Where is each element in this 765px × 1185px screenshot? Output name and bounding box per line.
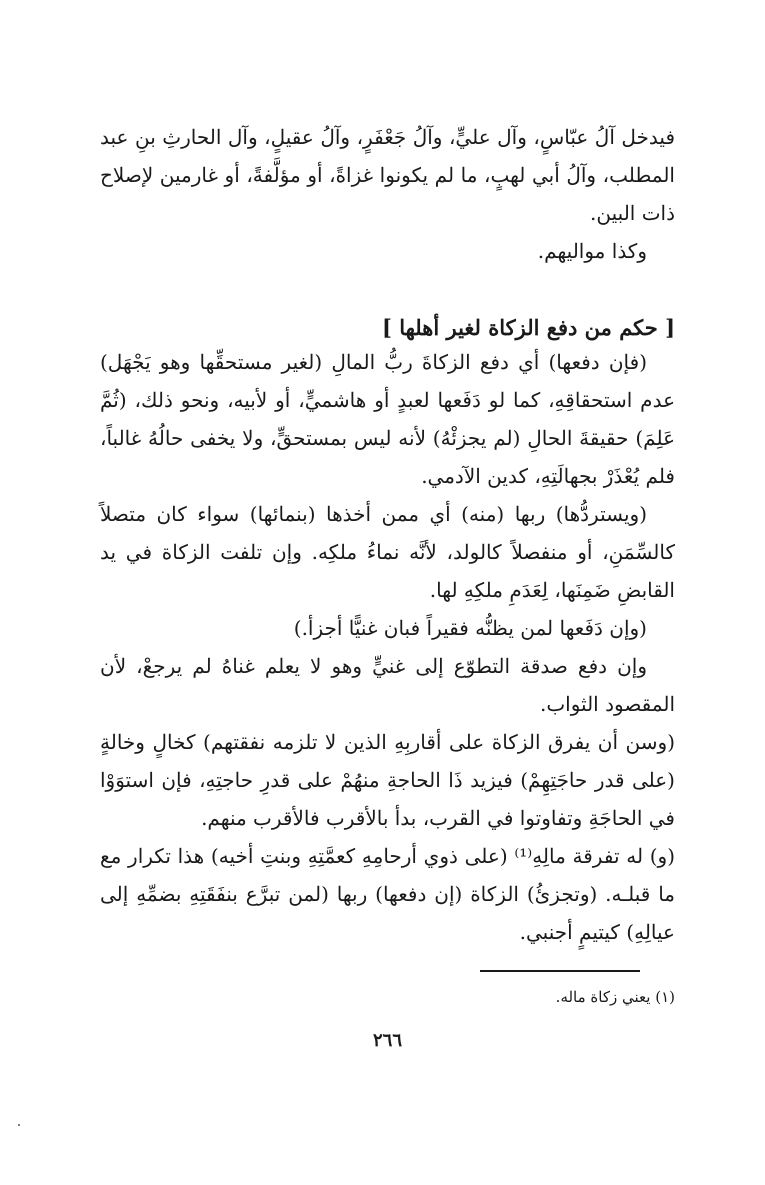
scan-speck: [18, 1124, 20, 1126]
page-number: ٢٦٦: [372, 1030, 402, 1051]
section-heading: [ حكم من دفع الزكاة لغير أهلها ]: [381, 315, 675, 340]
paragraph: (ويستردُّها) ربها (منه) أي ممن أخذها (بنمائها) سواء كان متصلاً كالسِّمَنِ، أو منفصلاً كالولد، لأنَّه نماءُ ملكِه. وإن تلفت الزكاة في يد القابضِ ضَمِنَها، لِعَدَمِ ملكِهِ لها.: [100, 502, 675, 602]
paragraph: (وإن دَفَعها لمن يظنُّه فقيراً فبان غنيًّا أجزأ.): [293, 616, 647, 640]
paragraph: (وسن أن يفرق الزكاة على أقاربِهِ الذين لا تلزمه نفقتهم) كخالٍ وخالةٍ (على قدر حاجَتِهِمْ) فيزيد ذَا الحاجةِ منهُمْ على قدرِ حاجتِهِ، فإن استوَوْا في الحاجَةِ وتفاوتوا في القرب، بدأ بالأقرب فالأقرب منهم.: [100, 730, 675, 830]
document-page: [100, 0, 675, 1185]
main-text: [100, 343, 675, 951]
paragraph: وإن دفع صدقة التطوّع إلى غنيٍّ وهو لا يعلم غناهُ لم يرجعْ، لأن المقصود الثواب.: [100, 654, 675, 716]
paragraph: (فإن دفعها) أي دفع الزكاةَ ربُّ المالِ (لغير مستحقِّها وهو يَجْهَل) عدم استحقاقِهِ، كما لو دَفَعها لعبدٍ أو هاشميٍّ، أو لأبيه، ونحو ذلك، (ثُمَّ عَلِمَ) حقيقةَ الحالِ (لم يجزئْهُ) لأنه ليس بمستحقٍّ، ولا يخفى حالُهُ غالباً، فلم يُعْذَرْ بجهالَتِهِ، كدين الآدمي.: [100, 350, 675, 488]
paragraph: (و) له تفرقة مالِهِ⁽¹⁾ (على ذوي أرحامِهِ كعمَّتِهِ وبنتِ أخيه) هذا تكرار مع ما قبلـه. (وتجزئُ) الزكاة (إن دفعها) ربها (لمن تبرَّع بنفَقَتِهِ بضمِّهِ إلى عيالِهِ) كيتيمٍ أجنبي.: [100, 844, 676, 944]
footnote-separator: [480, 970, 640, 972]
paragraph: فيدخل آلُ عبّاسٍ، وآل عليٍّ، وآلُ جَعْفَرٍ، وآلُ عقيلٍ، وآل الحارثِ بنِ عبد المطلب، وآلُ أبي لهبٍ، ما لم يكونوا غزاةً، أو مؤلَّفةً، أو غارمين لإصلاح ذات البين.: [100, 125, 675, 225]
paragraph-family-lines: [100, 118, 675, 232]
paragraph-mawali: [100, 232, 675, 270]
paragraph: وكذا مواليهم.: [537, 239, 647, 263]
footnote: (١) يعني زكاة ماله.: [555, 988, 675, 1006]
